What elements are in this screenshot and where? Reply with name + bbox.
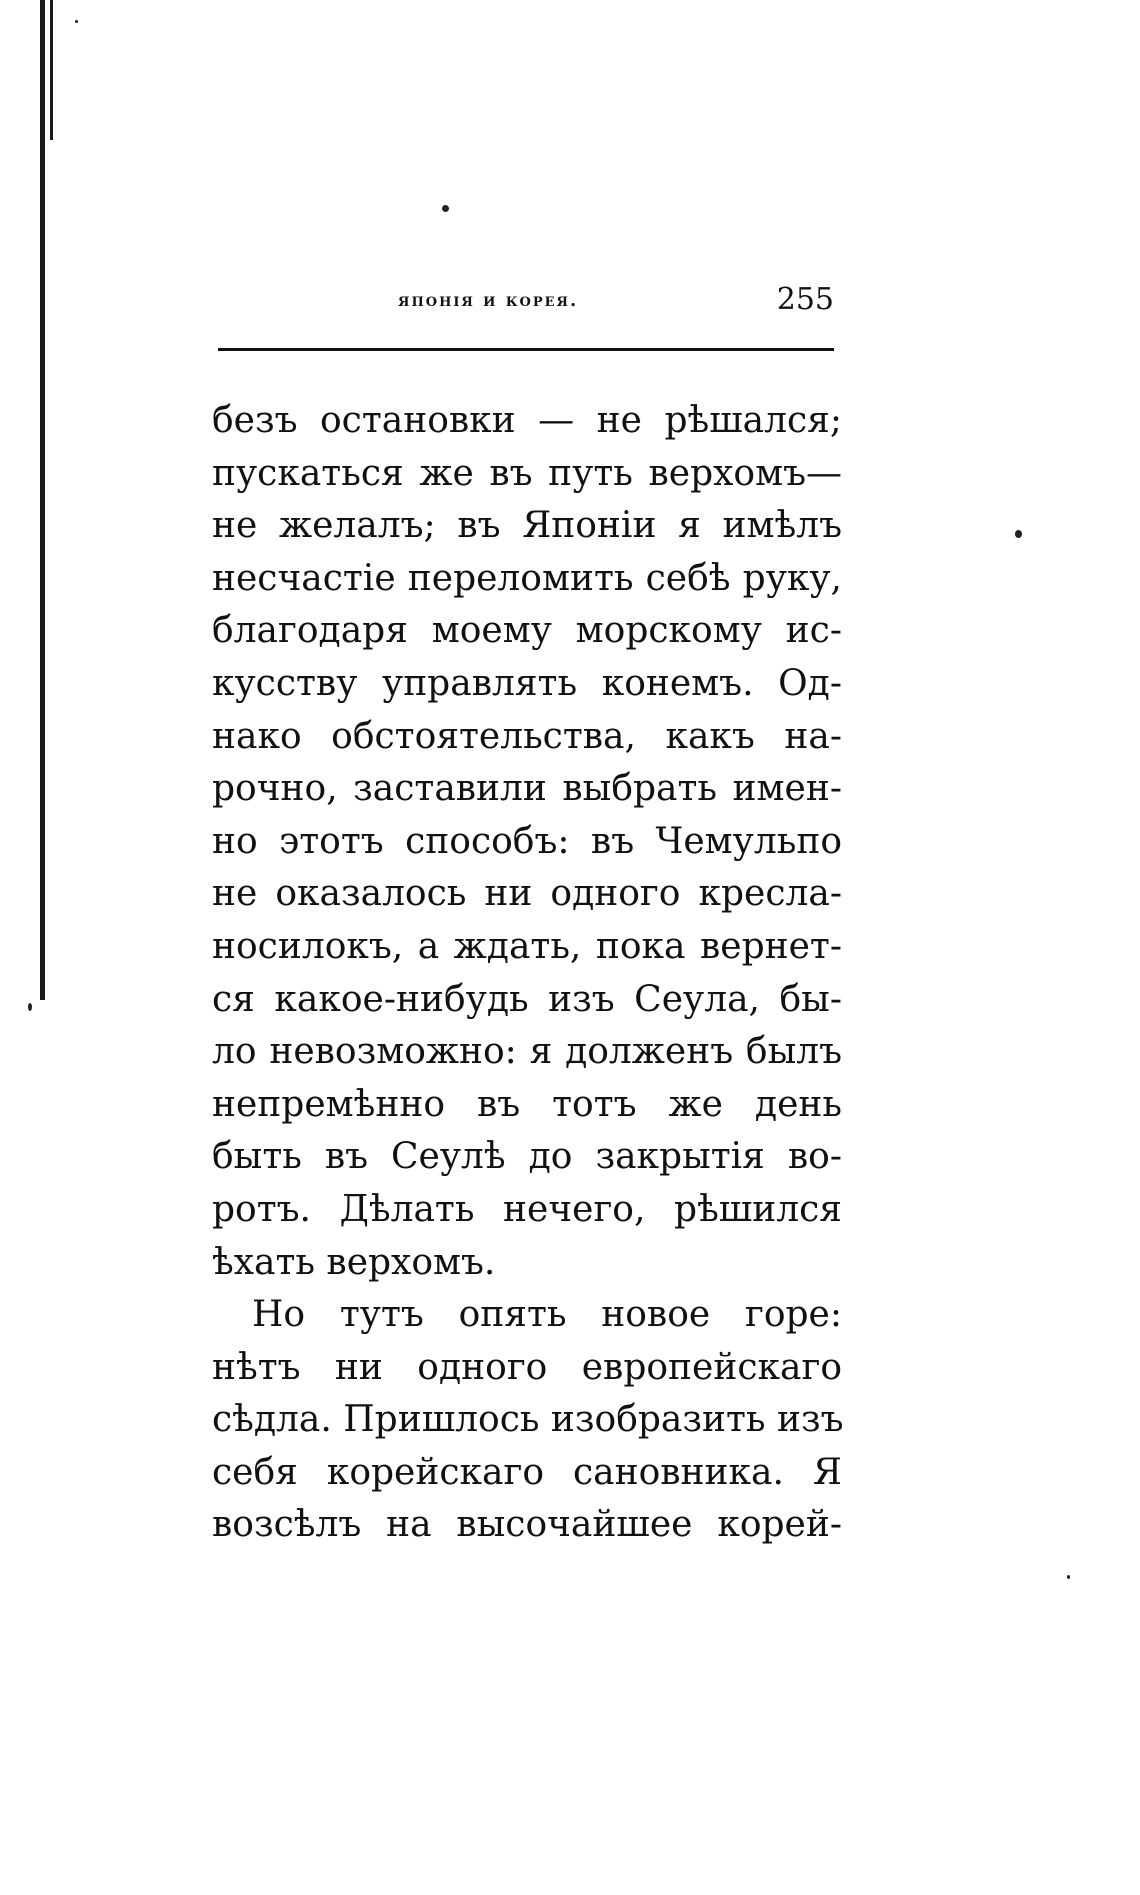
running-title: японія и корея. <box>398 290 579 311</box>
scan-edge-line <box>40 0 45 1000</box>
ink-speck <box>442 205 449 212</box>
text-line: сѣдла. Пришлось изобразить изъ <box>212 1399 844 1441</box>
header-rule <box>218 348 834 351</box>
text-line: кусству управлять конемъ. Од- <box>212 662 842 704</box>
body-text <box>212 395 842 1552</box>
text-line: ло невозможно: я долженъ былъ <box>212 1031 842 1073</box>
scan-edge-line-top <box>50 0 53 140</box>
ink-speck <box>1015 530 1022 538</box>
text-line: себя корейскаго сановника. Я <box>212 1451 842 1493</box>
text-line: носилокъ, а ждать, пока вернет- <box>212 925 842 967</box>
text-line: безъ остановки — не рѣшался; <box>212 400 842 441</box>
text-line: несчастіе переломить себѣ руку, <box>212 557 842 599</box>
text-line: нако обстоятельства, какъ на- <box>212 715 842 757</box>
text-line: пускаться же въ путь верхомъ— <box>212 452 842 494</box>
text-line: непремѣнно въ тотъ же день <box>212 1083 842 1125</box>
text-line: не желалъ; въ Японіи я имѣлъ <box>212 505 842 547</box>
text-line: благодаря моему морскому ис- <box>212 610 842 652</box>
page-header <box>218 282 834 326</box>
ink-speck <box>75 20 78 23</box>
paragraph-first-line: Но тутъ опять новое горе: <box>252 1294 842 1336</box>
ink-speck <box>28 1003 32 1011</box>
text-line: возсѣлъ на высочайшее корей- <box>212 1504 842 1546</box>
text-line: ротъ. Дѣлать нечего, рѣшился <box>212 1188 842 1230</box>
text-line: нѣтъ ни одного европейскаго <box>212 1346 842 1388</box>
page-number: 255 <box>776 282 834 317</box>
text-line: не оказалось ни одного кресла- <box>212 873 842 915</box>
text-line: но этотъ способъ: въ Чемульпо <box>212 820 842 862</box>
text-line: ѣхать верхомъ. <box>212 1241 496 1283</box>
text-line: ся какое-нибудь изъ Сеула, бы- <box>212 978 842 1020</box>
text-line: рочно, заставили выбрать имен- <box>212 768 842 810</box>
ink-speck <box>1067 1575 1070 1579</box>
text-line: быть въ Сеулѣ до закрытія во- <box>212 1136 842 1178</box>
